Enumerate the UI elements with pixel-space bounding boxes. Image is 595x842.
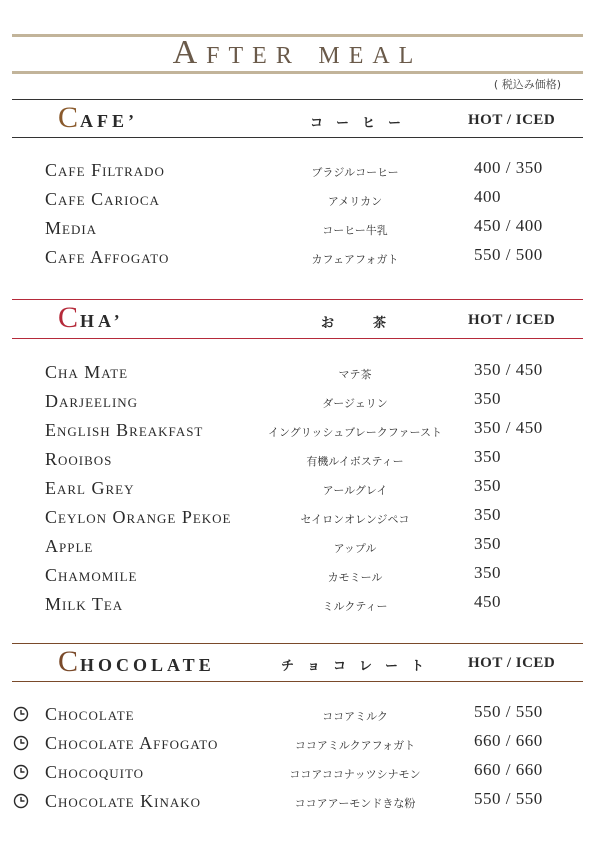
item-name: Chocoquito (45, 762, 145, 782)
menu-item (45, 565, 585, 591)
menu-item (45, 704, 585, 730)
item-jp-name: アメリカン (327, 195, 383, 208)
menu-item (45, 791, 585, 817)
item-price: 350 (474, 563, 501, 582)
item-jp-name: 有機ルイボスティー (306, 455, 404, 468)
section-initial: C (58, 101, 81, 134)
item-jp-name: ミルクティー (322, 600, 388, 613)
item-price: 550 / 500 (474, 245, 543, 264)
section-title-rest: HOCOLATE (80, 655, 215, 675)
section-title-rest: HA’ (80, 311, 124, 331)
menu-item (45, 762, 585, 788)
item-price: 660 / 660 (474, 731, 543, 750)
item-jp-name: ココアアーモンドきな粉 (294, 797, 416, 810)
item-price: 350 / 450 (474, 418, 543, 437)
item-jp-name: カフェアフォガト (311, 253, 399, 266)
item-name: Chocolate Kinako (45, 791, 201, 811)
section-jp-cha: お 茶 (321, 316, 387, 331)
section-initial: C (58, 645, 81, 678)
item-price: 350 / 450 (474, 360, 543, 379)
item-price: 350 (474, 476, 501, 495)
item-price: 350 (474, 505, 501, 524)
menu-item (45, 420, 585, 446)
item-name: Cafe Filtrado (45, 160, 165, 180)
clock-icon (13, 764, 29, 780)
item-price: 350 (474, 447, 501, 466)
menu-item (45, 160, 585, 186)
item-name: Chamomile (45, 565, 138, 585)
tax-note: ( 税込み価格) (493, 78, 561, 91)
item-jp-name: ブラジルコーヒー (311, 166, 399, 179)
item-name: Chocolate Affogato (45, 733, 219, 753)
section-title-rest: AFE’ (80, 111, 139, 131)
item-name: Cha Mate (45, 362, 129, 382)
item-name: Cafe Affogato (45, 247, 170, 267)
item-name: Media (45, 218, 98, 238)
title-gold-rule (12, 71, 583, 74)
item-jp-name: マテ茶 (338, 368, 372, 381)
section-jp-cafe: コ ー ヒ ー (310, 116, 402, 131)
item-price: 450 / 400 (474, 216, 543, 235)
menu-item (45, 362, 585, 388)
item-name: Cafe Carioca (45, 189, 160, 209)
item-jp-name: ココアココナッツシナモン (289, 768, 421, 781)
item-jp-name: アールグレイ (322, 484, 388, 497)
hot-iced-label-cha: HOT / ICED (468, 312, 556, 328)
chocolate-top-rule (12, 643, 583, 644)
menu-item (45, 449, 585, 475)
menu-item (45, 478, 585, 504)
item-jp-name: ココアミルク (322, 710, 388, 723)
cha-bottom-rule (12, 338, 583, 339)
cafe-top-rule (12, 99, 583, 100)
menu-item (45, 594, 585, 620)
hot-iced-label-chocolate: HOT / ICED (468, 655, 556, 671)
item-price: 660 / 660 (474, 760, 543, 779)
item-name: Rooibos (45, 449, 113, 469)
item-jp-name: アップル (333, 542, 377, 555)
hot-iced-label-cafe: HOT / ICED (468, 112, 556, 128)
item-price: 550 / 550 (474, 789, 543, 808)
menu-item (45, 247, 585, 273)
menu-item (45, 536, 585, 562)
item-price: 350 (474, 389, 501, 408)
item-price: 400 / 350 (474, 158, 543, 177)
section-jp-chocolate: チ ョ コ レ ー ト (281, 659, 425, 674)
menu-item (45, 507, 585, 533)
item-name: Milk Tea (45, 594, 124, 614)
clock-icon (13, 706, 29, 722)
item-jp-name: ダージェリン (322, 397, 388, 410)
item-price: 550 / 550 (474, 702, 543, 721)
item-price: 400 (474, 187, 501, 206)
item-name: Ceylon Orange Pekoe (45, 507, 232, 527)
item-name: Apple (45, 536, 94, 556)
chocolate-bottom-rule (12, 681, 583, 682)
item-name: English Breakfast (45, 420, 204, 440)
section-title-cha (58, 301, 124, 335)
cafe-bottom-rule (12, 137, 583, 138)
item-jp-name: セイロンオレンジペコ (300, 513, 410, 526)
item-name: Earl Grey (45, 478, 135, 498)
page-title: After meal (172, 34, 423, 71)
menu-item (45, 218, 585, 244)
item-price: 350 (474, 534, 501, 553)
item-name: Chocolate (45, 704, 135, 724)
clock-icon (13, 793, 29, 809)
item-jp-name: コーヒー牛乳 (322, 224, 388, 237)
menu-item (45, 391, 585, 417)
item-name: Darjeeling (45, 391, 139, 411)
section-initial: C (58, 301, 81, 334)
menu-item (45, 733, 585, 759)
cha-top-rule (12, 299, 583, 300)
section-title-chocolate (58, 645, 215, 679)
item-jp-name: イングリッシュブレークファースト (268, 426, 442, 439)
item-jp-name: ココアミルクアフォガト (294, 739, 416, 752)
menu-item (45, 189, 585, 215)
item-jp-name: カモミール (327, 571, 383, 584)
clock-icon (13, 735, 29, 751)
item-price: 450 (474, 592, 501, 611)
section-title-cafe (58, 101, 138, 135)
